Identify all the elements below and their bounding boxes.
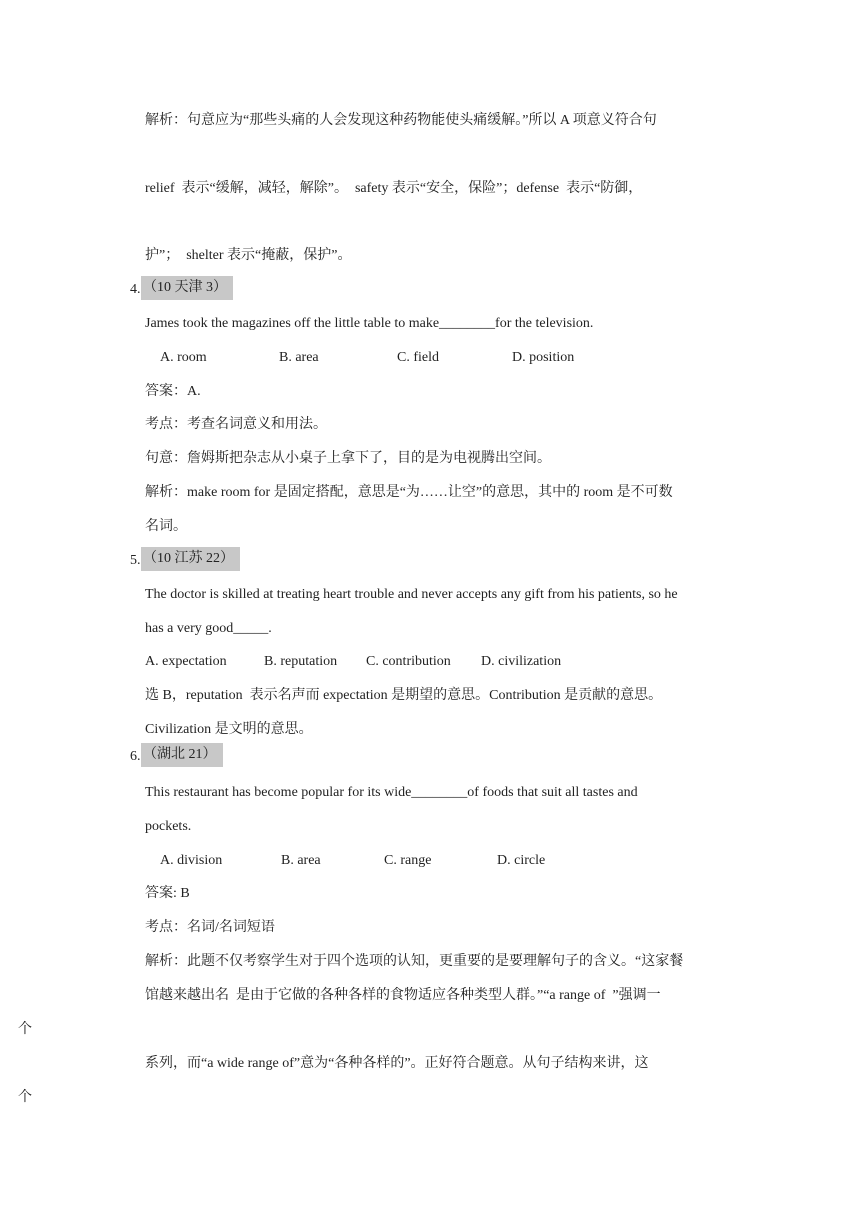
q6-analysis-line-2: 馆越来越出名 是由于它做的各种各样的食物适应各种类型人群。”“a range of ”强调一 — [145, 988, 661, 1003]
q6-option-c: C. range — [384, 853, 432, 868]
q4-test-point: 考点：考查名词意义和用法。 — [145, 417, 327, 432]
q5-question-line-1: The doctor is skilled at treating heart trouble and never accepts any gift from his patients, so he — [145, 587, 678, 602]
q6-option-b: B. area — [281, 853, 321, 868]
q6-test-point: 考点：名词/名词短语 — [145, 920, 275, 935]
q4-option-c: C. field — [397, 350, 439, 365]
q5-option-a: A. expectation — [145, 654, 227, 669]
q5-number: 5. — [130, 553, 141, 568]
q3-explanation-line-1: 解析：句意应为“那些头痛的人会发现这种药物能使头痛缓解。”所以 A 项意义符合句 — [145, 113, 657, 128]
q5-question-line-2: has a very good_____. — [145, 621, 272, 636]
q6-question-line-1: This restaurant has become popular for its wide________of foods that suit all tastes and — [145, 785, 638, 800]
q4-question: James took the magazines off the little table to make________for the television. — [145, 316, 594, 331]
q5-option-b: B. reputation — [264, 654, 338, 669]
q6-question-line-2: pockets. — [145, 819, 192, 834]
q6-source-tag: （湖北 21） — [141, 743, 223, 767]
q6-option-d: D. circle — [497, 853, 546, 868]
q3-explanation-line-3: 护”； shelter 表示“掩蔽，保护”。 — [145, 248, 352, 263]
q4-sentence-meaning: 句意：詹姆斯把杂志从小桌子上拿下了，目的是为电视腾出空间。 — [145, 451, 551, 466]
q6-option-a: A. division — [160, 853, 223, 868]
q6-number: 6. — [130, 749, 141, 764]
q4-option-d: D. position — [512, 350, 575, 365]
q4-source-tag: （10 天津 3） — [141, 276, 233, 300]
q4-option-a: A. room — [160, 350, 207, 365]
q6-analysis-line-1: 解析：此题不仅考察学生对于四个选项的认知，更重要的是要理解句子的含义。“这家餐 — [145, 954, 684, 969]
q4-option-b: B. area — [279, 350, 319, 365]
q4-number: 4. — [130, 282, 141, 297]
q4-analysis-line-1: 解析：make room for 是固定搭配，意思是“为……让空”的意思，其中的 room 是不可数 — [145, 485, 673, 500]
q6-overflow-char-1: 个 — [18, 1022, 32, 1037]
q5-source-tag: （10 江苏 22） — [141, 547, 240, 571]
q6-answer: 答案: B — [145, 886, 190, 901]
q5-analysis-line-1: 选 B，reputation 表示名声而 expectation 是期望的意思。Contribution 是贡献的意思。 — [145, 688, 663, 703]
q5-option-d: D. civilization — [481, 654, 562, 669]
q4-analysis-line-2: 名词。 — [145, 519, 187, 534]
q3-explanation-line-2: relief 表示“缓解，减轻，解除”。 safety 表示“安全，保险”；defense 表示“防御， — [145, 181, 643, 196]
q5-option-c: C. contribution — [366, 654, 451, 669]
q4-answer: 答案：A. — [145, 384, 201, 399]
q6-analysis-line-3: 系列，而“a wide range of”意为“各种各样的”。正好符合题意。从句子结构来讲，这 — [145, 1056, 649, 1071]
q5-analysis-line-2: Civilization 是文明的意思。 — [145, 722, 313, 737]
q6-overflow-char-2: 个 — [18, 1090, 32, 1105]
